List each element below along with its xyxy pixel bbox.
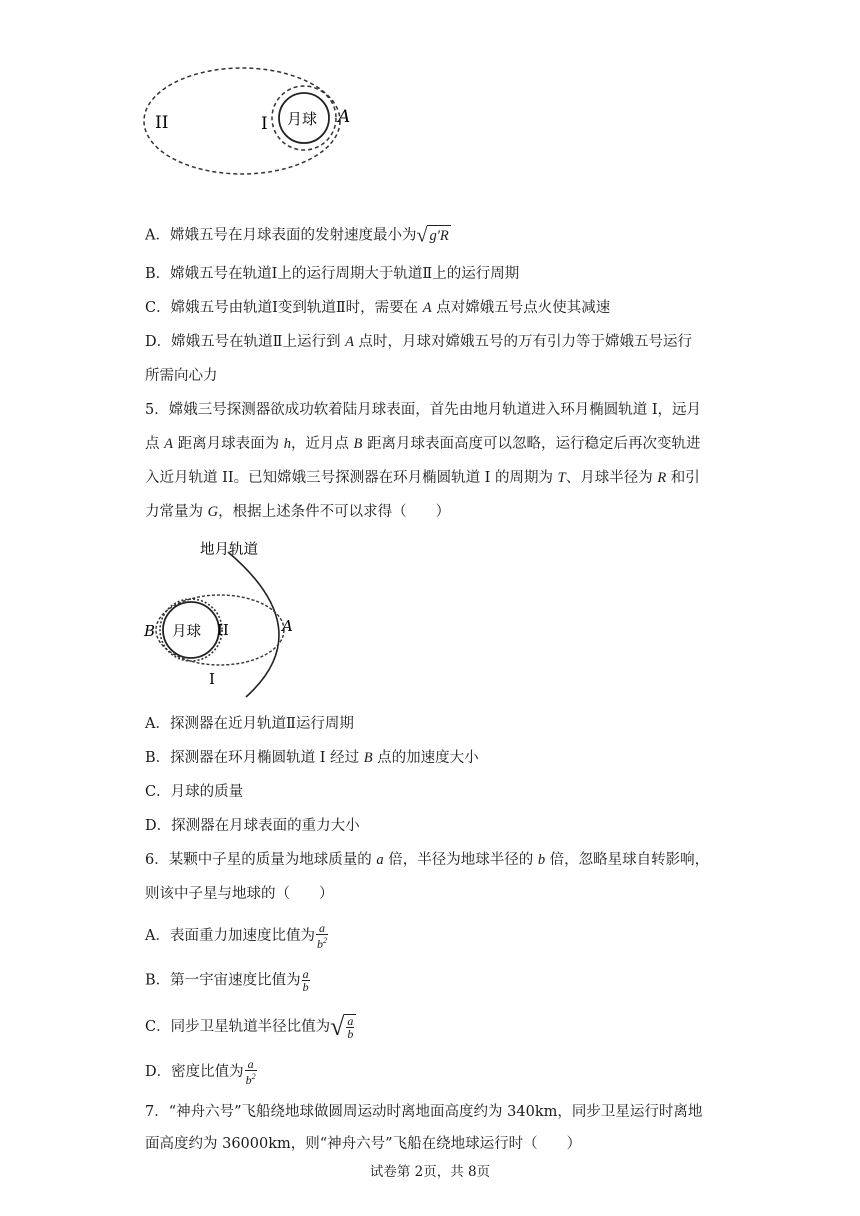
label-moon-2: 月球 (172, 624, 201, 640)
fraction-a-over-b2: $\frac{a}{b^2}$ (316, 921, 327, 951)
label-moon: 月球 (287, 110, 318, 128)
q5-line-3: 入近月轨道 II。已知嫦娥三号探测器在环月椭圆轨道 I 的周期为 T、月球半径为 R 和引 (145, 470, 700, 486)
sqrt-fraction-a-over-b: √ $\frac{a}{b}$ (330, 1014, 356, 1040)
label-A-2: A (282, 617, 293, 635)
label-A: A (338, 107, 351, 127)
q5-option-b: B．探测器在环月椭圆轨道 I 经过 B 点的加速度大小 (145, 750, 479, 766)
q7-line-2: 面高度约为 36000km，则“神舟六号”飞船在绕地球运行时（ ） (145, 1136, 582, 1152)
q4-option-c: C．嫦娥五号由轨道Ⅰ变到轨道Ⅱ时，需要在 A 点对嫦娥五号点火使其减速 (145, 300, 611, 316)
label-B: B (144, 622, 156, 640)
q6-option-c: C．同步卫星轨道半径比值为√ $\frac{a}{b}$ (145, 1014, 356, 1040)
q5-line-4: 力常量为 G，根据上述条件不可以求得（ ） (145, 504, 451, 520)
q4-option-d-cont: 所需向心力 (145, 368, 218, 384)
q6-option-a: A．表面重力加速度比值为 $\frac{a}{b^2}$ (145, 921, 327, 951)
figure-orbits-2 (0, 530, 860, 710)
q6-line-1: 6．某颗中子星的质量为地球质量的 a 倍，半径为地球半径的 b 倍，忽略星球自转影响， (145, 852, 710, 868)
q6-option-b: B．第一宇宙速度比值为 $\frac{a}{b}$ (145, 967, 309, 994)
q4-option-d: D．嫦娥五号在轨道Ⅱ上运行到 A 点时，月球对嫦娥五号的万有引力等于嫦娥五号运行 (145, 334, 693, 350)
q6-line-2: 则该中子星与地球的（ ） (145, 886, 334, 902)
sqrt-gR: √ g′R (416, 224, 449, 247)
fraction-a-over-b: $\frac{a}{b}$ (302, 967, 309, 994)
q5-option-a: A．探测器在近月轨道Ⅱ运行周期 (145, 716, 354, 732)
q4-option-b: B．嫦娥五号在轨道Ⅰ上的运行周期大于轨道Ⅱ上的运行周期 (145, 266, 520, 282)
label-I-2: I (209, 670, 215, 688)
q5-option-d: D．探测器在月球表面的重力大小 (145, 818, 360, 834)
q7-line-1: 7．“神舟六号”飞船绕地球做圆周运动时离地面高度约为 340km，同步卫星运行时离地 (145, 1104, 703, 1120)
figure-orbits-1 (0, 0, 860, 200)
q5-line-2: 点 A 距离月球表面为 h，近月点 B 距离月球表面高度可以忽略，运行稳定后再次变轨进 (145, 436, 701, 452)
q6-option-d: D．密度比值为 $\frac{a}{b^2}$ (145, 1057, 256, 1087)
label-II-2: II (217, 621, 229, 639)
label-II: II (155, 113, 169, 133)
fraction-a-over-b2-density: $\frac{a}{b^2}$ (245, 1057, 256, 1087)
label-earth-moon-orbit: 地月轨道 (200, 542, 258, 558)
q5-line-1: 5．嫦娥三号探测器欲成功软着陆月球表面，首先由地月轨道进入环月椭圆轨道 I，远月 (145, 402, 702, 418)
earth-moon-orbit-arc (228, 552, 279, 697)
q5-option-c: C．月球的质量 (145, 784, 244, 800)
q4-option-a: A．嫦娥五号在月球表面的发射速度最小为√ g′R (145, 224, 449, 247)
page-footer: 试卷第 2页，共 8页 (369, 1164, 491, 1180)
label-I: I (261, 114, 268, 134)
